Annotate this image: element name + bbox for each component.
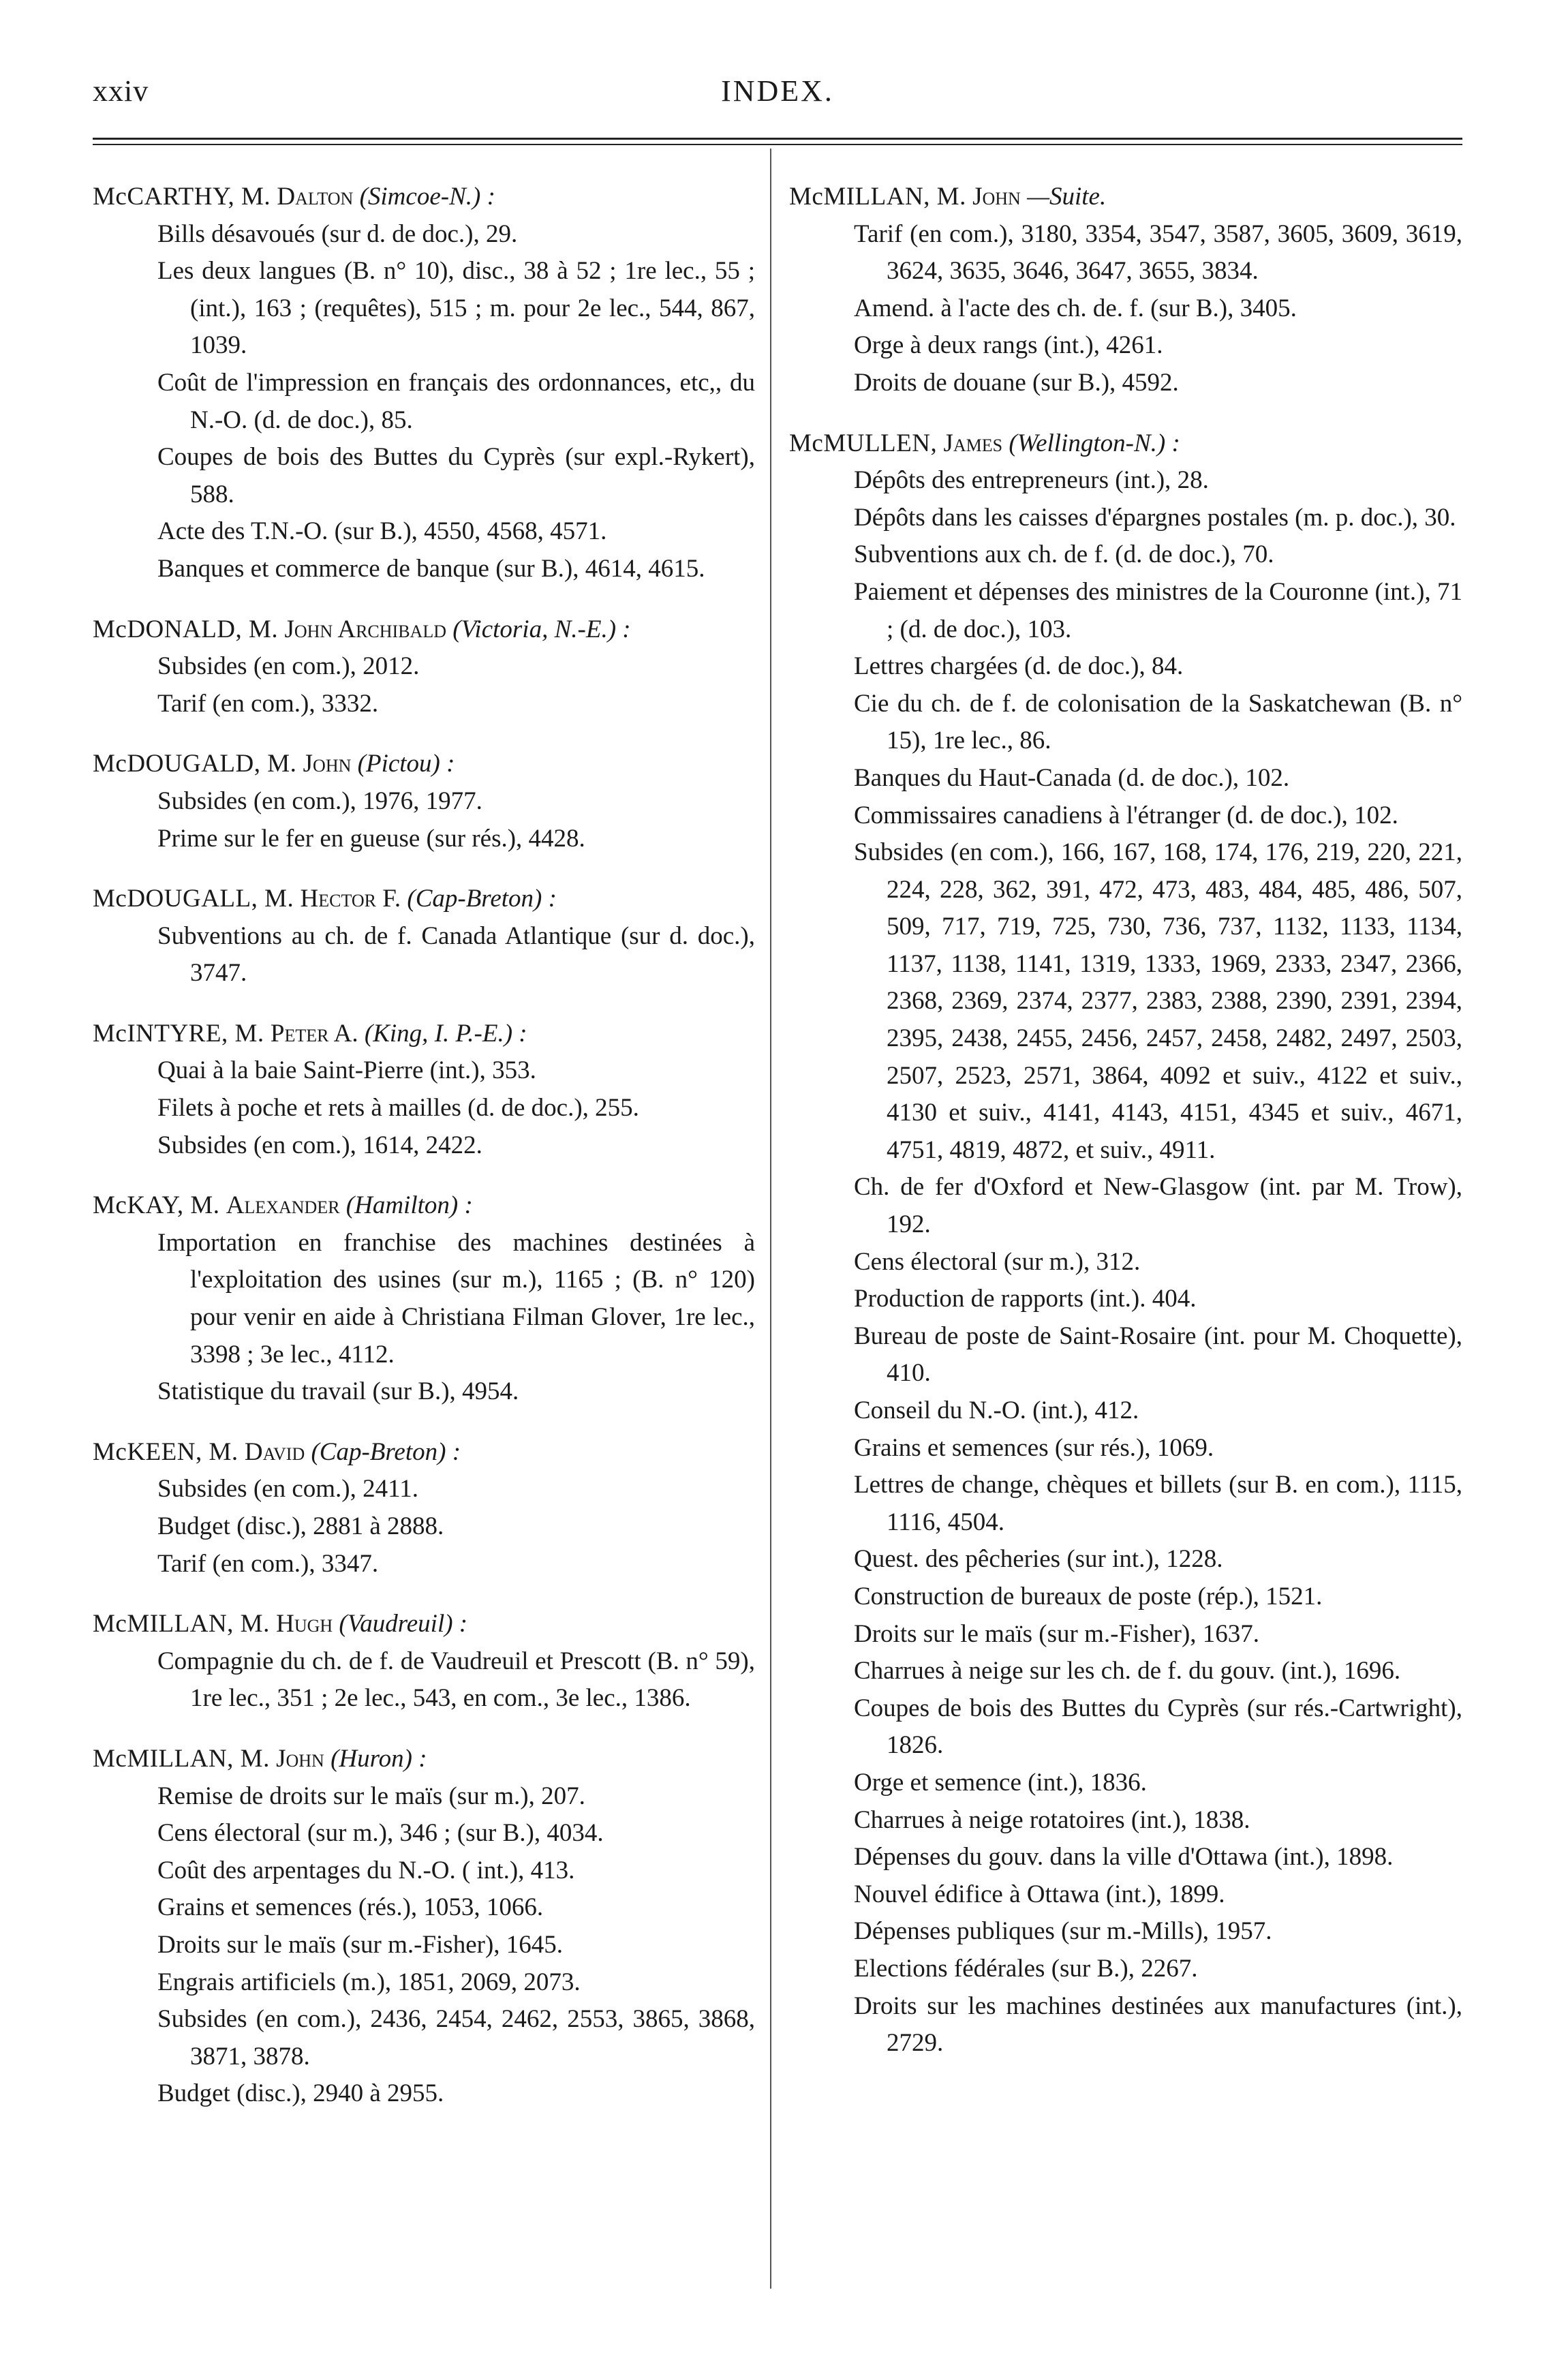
member-given-name: Dalton xyxy=(277,183,354,211)
entry-reference: Dépôts dans les caisses d'épargnes postales (m. p. doc.), 30. xyxy=(854,503,1456,532)
member-surname: McINTYRE, M. xyxy=(93,1019,264,1048)
member-given-name: John Archibald xyxy=(284,615,446,643)
entry-reference: Cens électoral (sur m.), 312. xyxy=(854,1247,1141,1276)
header-rule-bottom xyxy=(93,144,1462,145)
entry-reference: Coupes de bois des Buttes du Cyprès (sur expl.-Rykert), 588. xyxy=(157,443,755,508)
member-riding: (Simcoe-N.) : xyxy=(359,183,495,211)
index-entry xyxy=(93,611,755,723)
index-entry xyxy=(93,746,755,857)
column-divider xyxy=(770,149,771,2289)
entry-reference: Importation en franchise des machines destinées à l'exploitation des usines (sur m.), 1165 ; (B. n° 120) pour venir en aide à Christiana Filman Glover, 1re lec., 3398 ; 3e lec., 4112. xyxy=(157,1228,755,1369)
index-entry xyxy=(93,179,755,588)
member-riding: (Vaudreuil) : xyxy=(339,1610,468,1638)
member-surname: McDOUGALL, M. xyxy=(93,885,294,913)
member-riding: (Wellington-N.) : xyxy=(1009,429,1180,457)
entry-heading xyxy=(93,1015,755,1053)
entry-heading xyxy=(93,1434,755,1471)
right-column xyxy=(789,179,1462,2062)
page-number: xxiv xyxy=(93,74,149,108)
entry-reference: Bills désavoués (sur d. de doc.), 29. xyxy=(157,219,518,248)
entry-reference: Subsides (en com.), 2012. xyxy=(157,652,420,681)
member-surname: McCARTHY, M. xyxy=(93,183,271,211)
entry-reference: Coût des arpentages du N.-O. ( int.), 413. xyxy=(157,1856,575,1884)
entry-reference: Construction de bureaux de poste (rép.), 1521. xyxy=(854,1582,1323,1610)
entry-reference: Charrues à neige sur les ch. de f. du gouv. (int.), 1696. xyxy=(854,1657,1401,1685)
member-riding: —Suite. xyxy=(1027,183,1107,211)
entry-reference: Budget (disc.), 2940 à 2955. xyxy=(157,2079,444,2108)
entry-reference: Droits sur les machines destinées aux manufactures (int.), 2729. xyxy=(854,1991,1462,2058)
entry-reference: Orge et semence (int.), 1836. xyxy=(854,1768,1147,1797)
entry-heading xyxy=(93,1741,755,1778)
entry-reference: Conseil du N.-O. (int.), 412. xyxy=(854,1396,1139,1424)
left-column xyxy=(93,179,755,2113)
entry-reference: Quai à la baie Saint-Pierre (int.), 353. xyxy=(157,1056,536,1085)
entry-reference: Subventions au ch. de f. Canada Atlantique (sur d. doc.), 3747. xyxy=(157,921,755,988)
entry-reference: Droits sur le maïs (sur m.-Fisher), 1645. xyxy=(157,1930,564,1959)
entry-reference: Charrues à neige rotatoires (int.), 1838. xyxy=(854,1805,1250,1834)
entry-reference: Acte des T.N.-O. (sur B.), 4550, 4568, 4571. xyxy=(157,517,607,546)
member-riding: (Huron) : xyxy=(330,1744,427,1773)
member-given-name: Hugh xyxy=(276,1610,333,1638)
entry-reference: Lettres de change, chèques et billets (sur B. en com.), 1115, 1116, 4504. xyxy=(854,1471,1462,1536)
entry-reference: Subsides (en com.), 1976, 1977. xyxy=(157,787,482,815)
entry-heading xyxy=(789,425,1462,463)
member-given-name: Hector F. xyxy=(300,885,401,913)
entry-reference: Les deux langues (B. n° 10), disc., 38 à 52 ; 1re lec., 55 ; (int.), 163 ; (requêtes), 515 ; m. pour 2e lec., 544, 867, 1039. xyxy=(157,257,755,360)
entry-reference: Production de rapports (int.). 404. xyxy=(854,1285,1197,1313)
entry-reference: Dépenses publiques (sur m.-Mills), 1957. xyxy=(854,1917,1272,1946)
entry-reference: Subsides (en com.), 1614, 2422. xyxy=(157,1131,482,1159)
index-entry xyxy=(93,881,755,992)
member-given-name: John xyxy=(276,1744,324,1773)
member-surname: McKAY, M. xyxy=(93,1191,220,1220)
entry-heading xyxy=(93,179,755,216)
member-given-name: James xyxy=(943,429,1003,457)
entry-reference: Orge à deux rangs (int.), 4261. xyxy=(854,331,1163,360)
entry-reference: Cens électoral (sur m.), 346 ; (sur B.), 4034. xyxy=(157,1819,604,1848)
entry-heading xyxy=(93,1187,755,1225)
entry-reference: Lettres chargées (d. de doc.), 84. xyxy=(854,652,1184,681)
entry-reference: Dépenses du gouv. dans la ville d'Ottawa (int.), 1898. xyxy=(854,1843,1394,1872)
member-surname: McMILLAN, M. xyxy=(93,1744,270,1773)
entry-reference: Droits de douane (sur B.), 4592. xyxy=(854,368,1179,397)
entry-heading xyxy=(93,881,755,918)
entry-reference: Tarif (en com.), 3332. xyxy=(157,689,379,718)
entry-reference: Filets à poche et rets à mailles (d. de doc.), 255. xyxy=(157,1094,639,1123)
member-riding: (Pictou) : xyxy=(357,750,455,778)
entry-reference: Amend. à l'acte des ch. de. f. (sur B.), 3405. xyxy=(854,294,1297,322)
entry-reference: Subventions aux ch. de f. (d. de doc.), 70. xyxy=(854,540,1274,569)
entry-reference: Compagnie du ch. de f. de Vaudreuil et Prescott (B. n° 59), 1re lec., 351 ; 2e lec., 543, en com., 3e lec., 1386. xyxy=(157,1647,755,1713)
member-given-name: Alexander xyxy=(226,1191,340,1220)
entry-reference: Subsides (en com.), 2436, 2454, 2462, 2553, 3865, 3868, 3871, 3878. xyxy=(157,2005,755,2071)
member-surname: McDONALD, M. xyxy=(93,615,279,643)
entry-reference: Prime sur le fer en gueuse (sur rés.), 4428. xyxy=(157,824,585,853)
entry-reference: Subsides (en com.), 2411. xyxy=(157,1475,418,1503)
index-entry xyxy=(93,1606,755,1717)
index-entry xyxy=(93,1187,755,1411)
member-riding: (Cap-Breton) : xyxy=(311,1437,461,1466)
entry-reference: Banques et commerce de banque (sur B.), 4614, 4615. xyxy=(157,554,705,583)
member-surname: McKEEN, M. xyxy=(93,1437,239,1466)
entry-reference: Subsides (en com.), 166, 167, 168, 174, 176, 219, 220, 221, 224, 228, 362, 391, 472, 473, 483, 484, 485, 486, 507, 509, 717, 719, 725, 730, 736, 737, 1132, 1133, 1134, 1137, 1138, 1141, 1319, 1333, 1969, 2333, 2347, 2366, 2368, 2369, 2374, 2377, 2383, 2388, 2390, 2391, 2394, 2395, 2438, 2455, 2456, 2457, 2458, 2482, 2497, 2503, 2507, 2523, 2571, 3864, 4092 et suiv., 4122 et suiv., 4130 et suiv., 4141, 4143, 4151, 4345 et suiv., 4671, 4751, 4819, 4872, et suiv., 4911. xyxy=(854,838,1462,1164)
entry-reference: Engrais artificiels (m.), 1851, 2069, 2073. xyxy=(157,1968,581,1996)
entry-reference: Coût de l'impression en français des ordonnances, etc,, du N.-O. (d. de doc.), 85. xyxy=(157,368,755,434)
entry-reference: Cie du ch. de f. de colonisation de la Saskatchewan (B. n° 15), 1re lec., 86. xyxy=(854,689,1462,755)
index-entry xyxy=(93,1434,755,1583)
entry-heading xyxy=(789,179,1462,216)
member-given-name: John xyxy=(972,183,1021,211)
member-surname: McMILLAN, M. xyxy=(789,183,966,211)
member-riding: (Cap-Breton) : xyxy=(407,885,557,913)
entry-reference: Bureau de poste de Saint-Rosaire (int. pour M. Choquette), 410. xyxy=(854,1322,1462,1388)
entry-reference: Nouvel édifice à Ottawa (int.), 1899. xyxy=(854,1880,1225,1908)
entry-heading xyxy=(93,1606,755,1643)
entry-reference: Quest. des pêcheries (sur int.), 1228. xyxy=(854,1545,1223,1574)
entry-reference: Coupes de bois des Buttes du Cyprès (sur rés.-Cartwright), 1826. xyxy=(854,1694,1462,1760)
entry-heading xyxy=(93,746,755,783)
entry-reference: Remise de droits sur le maïs (sur m.), 207. xyxy=(157,1782,585,1810)
index-entry xyxy=(93,1741,755,2113)
entry-reference: Paiement et dépenses des ministres de la Couronne (int.), 71 ; (d. de doc.), 103. xyxy=(854,577,1462,643)
entry-reference: Commissaires canadiens à l'étranger (d. de doc.), 102. xyxy=(854,801,1398,829)
entry-reference: Ch. de fer d'Oxford et New-Glasgow (int. par M. Trow), 192. xyxy=(854,1173,1462,1239)
page-header xyxy=(93,74,1462,114)
entry-reference: Banques du Haut-Canada (d. de doc.), 102. xyxy=(854,763,1290,792)
index-entry xyxy=(789,425,1462,2062)
member-given-name: John xyxy=(303,750,352,778)
index-entry xyxy=(93,1015,755,1164)
member-given-name: David xyxy=(244,1437,305,1466)
entry-reference: Tarif (en com.), 3180, 3354, 3547, 3587, 3605, 3609, 3619, 3624, 3635, 3646, 3647, 3655, 3834. xyxy=(854,219,1462,286)
entry-reference: Grains et semences (sur rés.), 1069. xyxy=(854,1433,1214,1462)
member-riding: (Hamilton) : xyxy=(345,1191,473,1220)
entry-reference: Droits sur le maïs (sur m.-Fisher), 1637. xyxy=(854,1619,1260,1648)
entry-reference: Grains et semences (rés.), 1053, 1066. xyxy=(157,1893,544,1922)
member-given-name: Peter A. xyxy=(270,1019,358,1048)
member-surname: McMILLAN, M. xyxy=(93,1610,270,1638)
entry-reference: Tarif (en com.), 3347. xyxy=(157,1549,379,1578)
entry-reference: Dépôts des entrepreneurs (int.), 28. xyxy=(854,466,1209,495)
entry-heading xyxy=(93,611,755,649)
entry-reference: Statistique du travail (sur B.), 4954. xyxy=(157,1377,519,1406)
page-title: INDEX. xyxy=(721,74,834,108)
member-riding: (King, I. P.-E.) : xyxy=(364,1019,527,1048)
entry-reference: Budget (disc.), 2881 à 2888. xyxy=(157,1512,444,1540)
member-surname: McDOUGALD, M. xyxy=(93,750,297,778)
entry-reference: Elections fédérales (sur B.), 2267. xyxy=(854,1954,1198,1983)
member-riding: (Victoria, N.-E.) : xyxy=(452,615,631,643)
member-surname: McMULLEN, xyxy=(789,429,938,457)
header-rule-top xyxy=(93,138,1462,140)
index-entry xyxy=(789,179,1462,402)
